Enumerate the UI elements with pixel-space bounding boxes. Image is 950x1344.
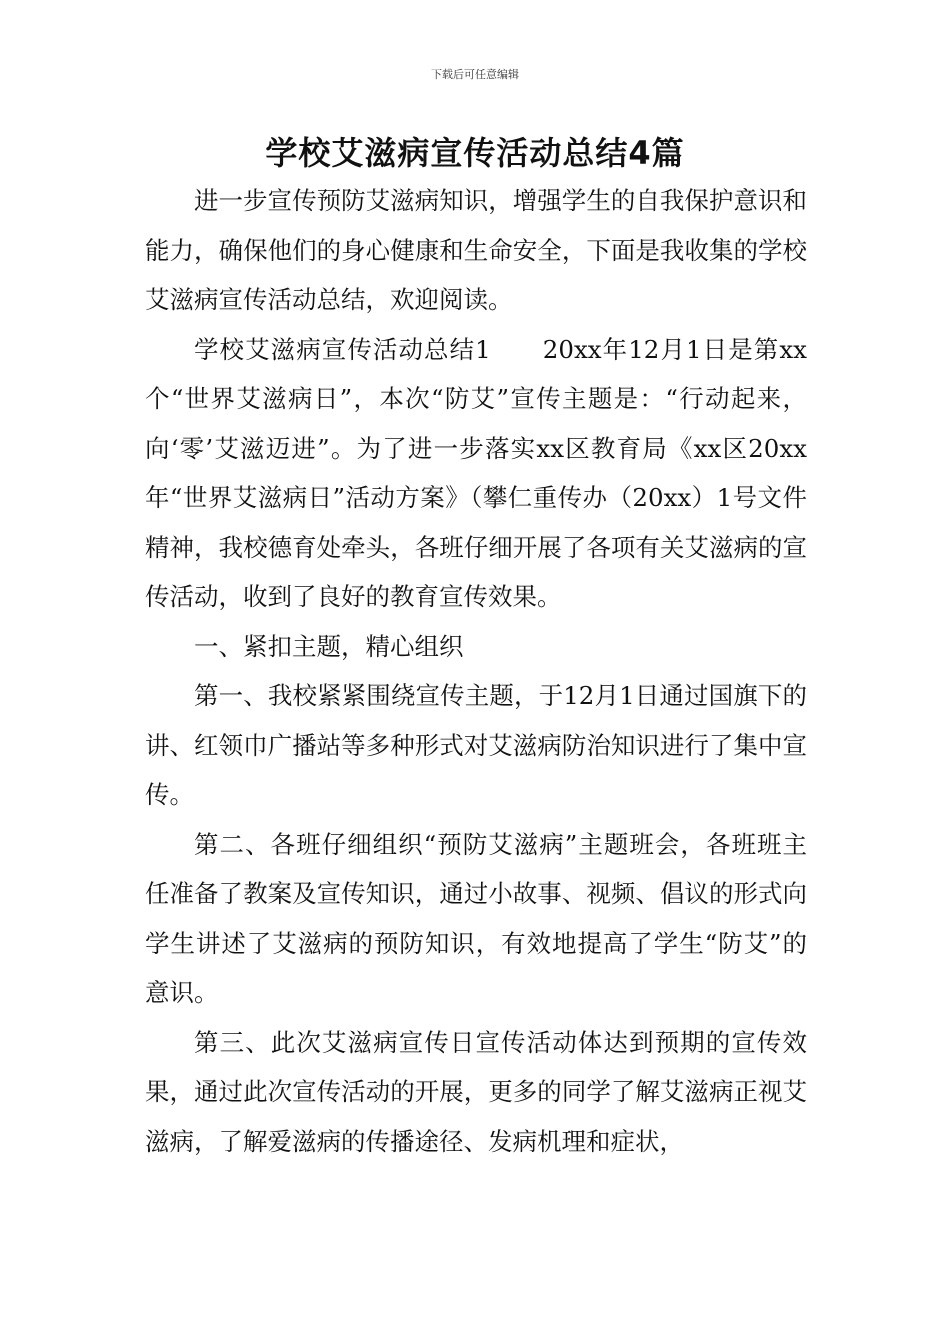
- header-note: 下载后可任意编辑: [431, 68, 519, 81]
- subheading-1: 一、紧扣主题，精心组织: [194, 631, 464, 661]
- point-2-paragraph: 第二、各班仔细组织“预防艾滋病”主题班会，各班班主任准备了教案及宣传知识，通过小故事、视频、倡议的形式向学生讲述了艾滋病的预防知识，有效地提高了学生“防艾”的意识。: [145, 829, 807, 1007]
- intro-paragraph: 进一步宣传预防艾滋病知识，增强学生的自我保护意识和能力，确保他们的身心健康和生命安全，下面是我收集的学校艾滋病宣传活动总结，欢迎阅读。: [145, 186, 807, 314]
- document-title: 学校艾滋病宣传活动总结4篇: [265, 134, 685, 172]
- section-1-text: 20xx年12月1日是第xx个“世界艾滋病日”，本次“防艾”宣传主题是：“行动起来，向‘零’艾滋迈进”。为了进一步落实xx区教育局《xx区20xx年“世界艾滋病日”活动方案》（攀仁重传办（20xx）1号文件精神，我校德育处牵头，各班仔细开展了各项有关艾滋病的宣传活动，收到了良好的教育宣传效果。: [145, 334, 807, 611]
- point-3-paragraph: 第三、此次艾滋病宣传日宣传活动体达到预期的宣传效果，通过此次宣传活动的开展，更多的同学了解艾滋病正视艾滋病，了解爱滋病的传播途径、发病机理和症状，: [145, 1027, 807, 1156]
- document-body: [145, 176, 807, 1166]
- point-1-paragraph: 第一、我校紧紧围绕宣传主题，于12月1日通过国旗下的讲、红领巾广播站等多种形式对艾滋病防治知识进行了集中宣传。: [145, 681, 807, 809]
- section-1-label: 学校艾滋病宣传活动总结1: [194, 334, 491, 364]
- section-1-paragraph: [145, 325, 807, 622]
